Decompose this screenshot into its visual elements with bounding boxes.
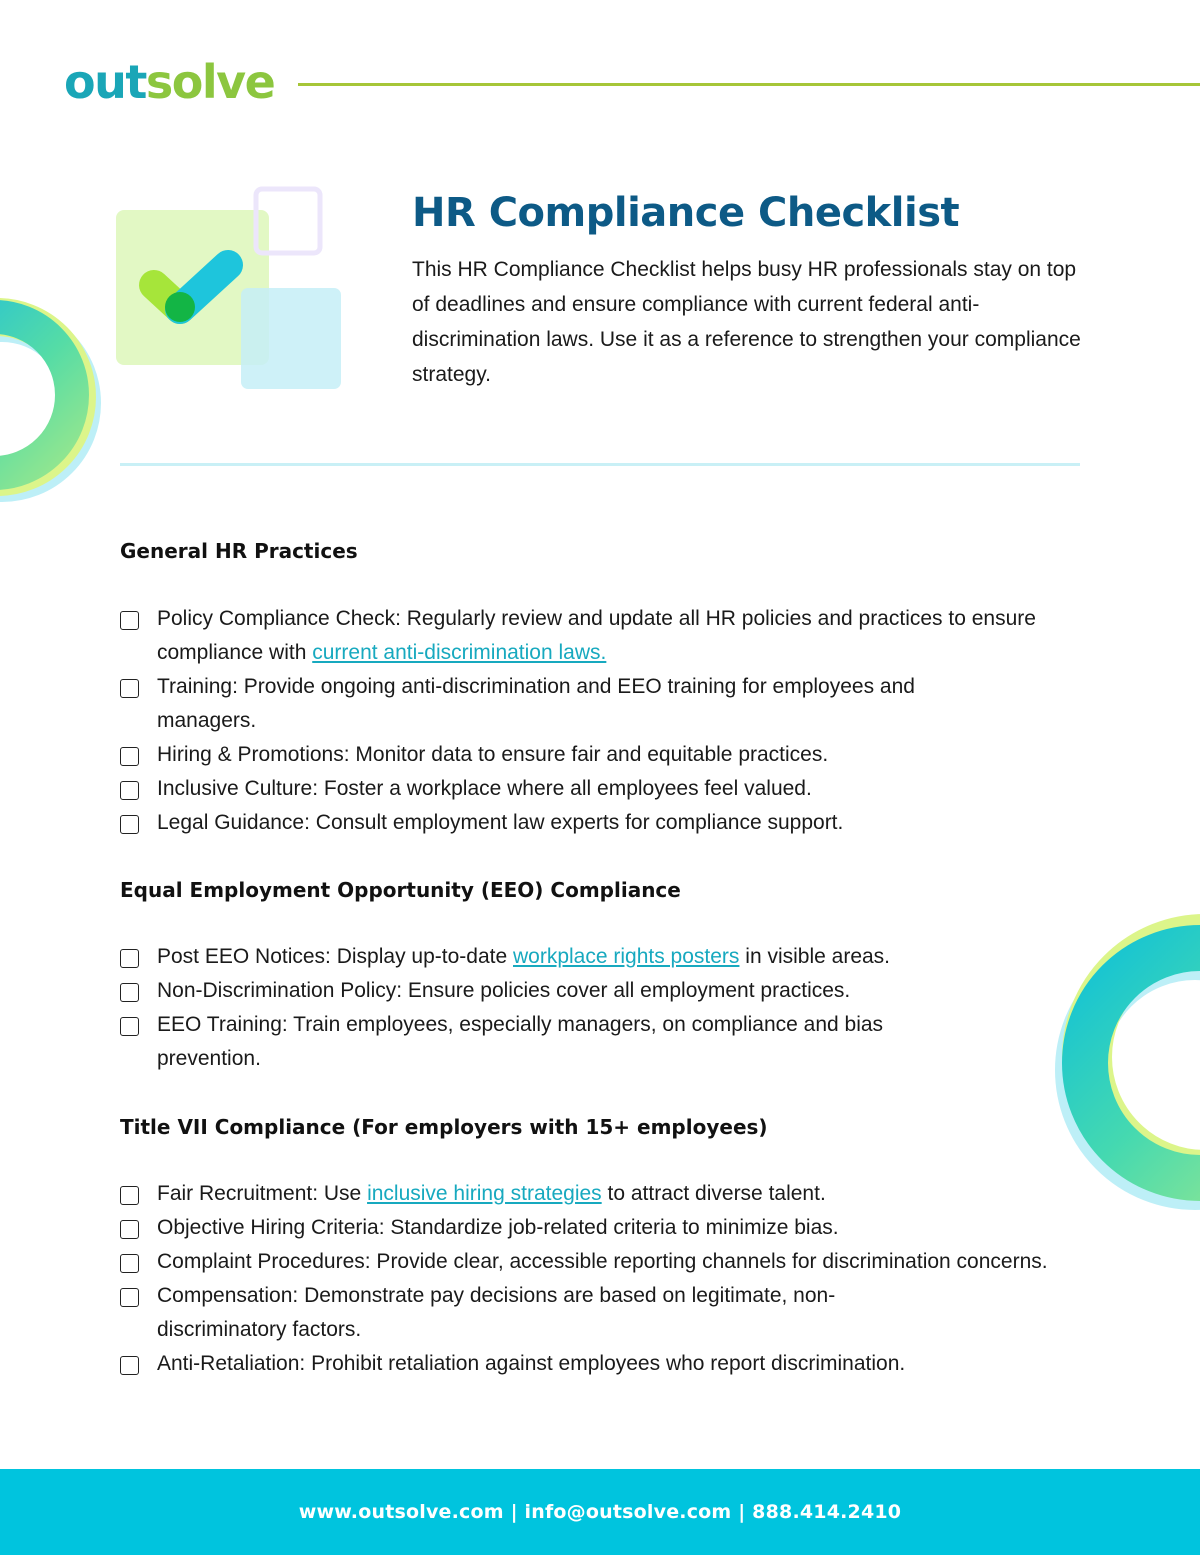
checklist-item [120, 738, 1080, 772]
checklist-item [120, 602, 1080, 670]
checklist-item [120, 1245, 1080, 1279]
checklist-item [120, 1211, 1080, 1245]
section-divider [120, 463, 1080, 466]
section-heading: General HR Practices [120, 539, 358, 563]
section-heading: Equal Employment Opportunity (EEO) Compliance [120, 878, 681, 902]
checkbox[interactable] [120, 815, 139, 834]
inclusive-hiring-strategies-link[interactable]: inclusive hiring strategies [367, 1182, 602, 1205]
item-text: Policy Compliance Check: Regularly review and update all HR policies and practices to ensure compliance with [157, 607, 1036, 664]
checkbox[interactable] [120, 1356, 139, 1375]
item-text: Legal Guidance: Consult employment law experts for compliance support. [157, 811, 844, 834]
section-eeo-compliance [120, 875, 1080, 1070]
logo-text-solve: solve [145, 55, 275, 109]
item-text: EEO Training: Train employees, especially managers, on compliance and bias prevention. [157, 1013, 884, 1070]
logo-text-out: out [64, 55, 146, 109]
checklist-item [120, 806, 1080, 840]
page-title: HR Compliance Checklist [412, 190, 960, 236]
checkbox[interactable] [120, 1220, 139, 1239]
section-title-vii-compliance [120, 1112, 1080, 1375]
item-text: Training: Provide ongoing anti-discrimination and EEO training for employees and managers. [157, 675, 915, 732]
item-text: Non-Discrimination Policy: Ensure policies cover all employment practices. [157, 979, 851, 1002]
anti-discrimination-laws-link[interactable]: current anti-discrimination laws. [312, 641, 607, 664]
checklist-item [120, 1177, 1080, 1211]
item-text: Objective Hiring Criteria: Standardize job-related criteria to minimize bias. [157, 1216, 839, 1239]
checkbox[interactable] [120, 1254, 139, 1273]
item-text: Compensation: Demonstrate pay decisions are based on legitimate, non-discriminatory factors. [157, 1284, 836, 1341]
checkbox[interactable] [120, 747, 139, 766]
checkbox[interactable] [120, 1288, 139, 1307]
checkbox[interactable] [120, 611, 139, 630]
checkbox[interactable] [120, 679, 139, 698]
header-rule [298, 83, 1200, 86]
checklist [120, 602, 1080, 840]
checkbox[interactable] [120, 983, 139, 1002]
footer-contact-text: www.outsolve.com | info@outsolve.com | 888.414.2410 [298, 1501, 902, 1523]
item-text: Complaint Procedures: Provide clear, accessible reporting channels for discrimination concerns. [157, 1250, 1048, 1273]
section-general-hr-practices [120, 536, 1080, 834]
checkbox[interactable] [120, 781, 139, 800]
item-text: Post EEO Notices: Display up-to-date [157, 945, 513, 968]
checklist-item [120, 974, 1080, 1008]
checklist-item [120, 1279, 1080, 1347]
checklist-item [120, 1347, 1080, 1381]
checkbox[interactable] [120, 1017, 139, 1036]
checkbox[interactable] [120, 949, 139, 968]
item-text: Inclusive Culture: Foster a workplace where all employees feel valued. [157, 777, 812, 800]
decorative-ring-left [0, 295, 105, 505]
workplace-rights-posters-link[interactable]: workplace rights posters [513, 945, 740, 968]
item-text: Hiring & Promotions: Monitor data to ensure fair and equitable practices. [157, 743, 829, 766]
item-text: Fair Recruitment: Use [157, 1182, 368, 1205]
checklist-item [120, 940, 1080, 974]
outsolve-logo[interactable] [64, 52, 274, 112]
checklist-item [120, 1008, 1080, 1076]
intro-paragraph: This HR Compliance Checklist helps busy HR professionals stay on top of deadlines and ensure compliance with current federal anti-discrimination laws. Use it as a reference to strengthen your compliance strategy. [412, 258, 1081, 386]
checklist [120, 1177, 1080, 1381]
checkbox[interactable] [120, 1186, 139, 1205]
item-text-after: in visible areas. [739, 945, 891, 968]
checklist-illustration [110, 185, 350, 395]
checklist [120, 940, 1080, 1076]
checklist-item [120, 772, 1080, 806]
item-text-after: to attract diverse talent. [601, 1182, 826, 1205]
item-text: Anti-Retaliation: Prohibit retaliation against employees who report discrimination. [157, 1352, 906, 1375]
checklist-item [120, 670, 1080, 738]
section-heading: Title VII Compliance (For employers with 15+ employees) [120, 1115, 768, 1139]
footer-bar [0, 1469, 1200, 1555]
